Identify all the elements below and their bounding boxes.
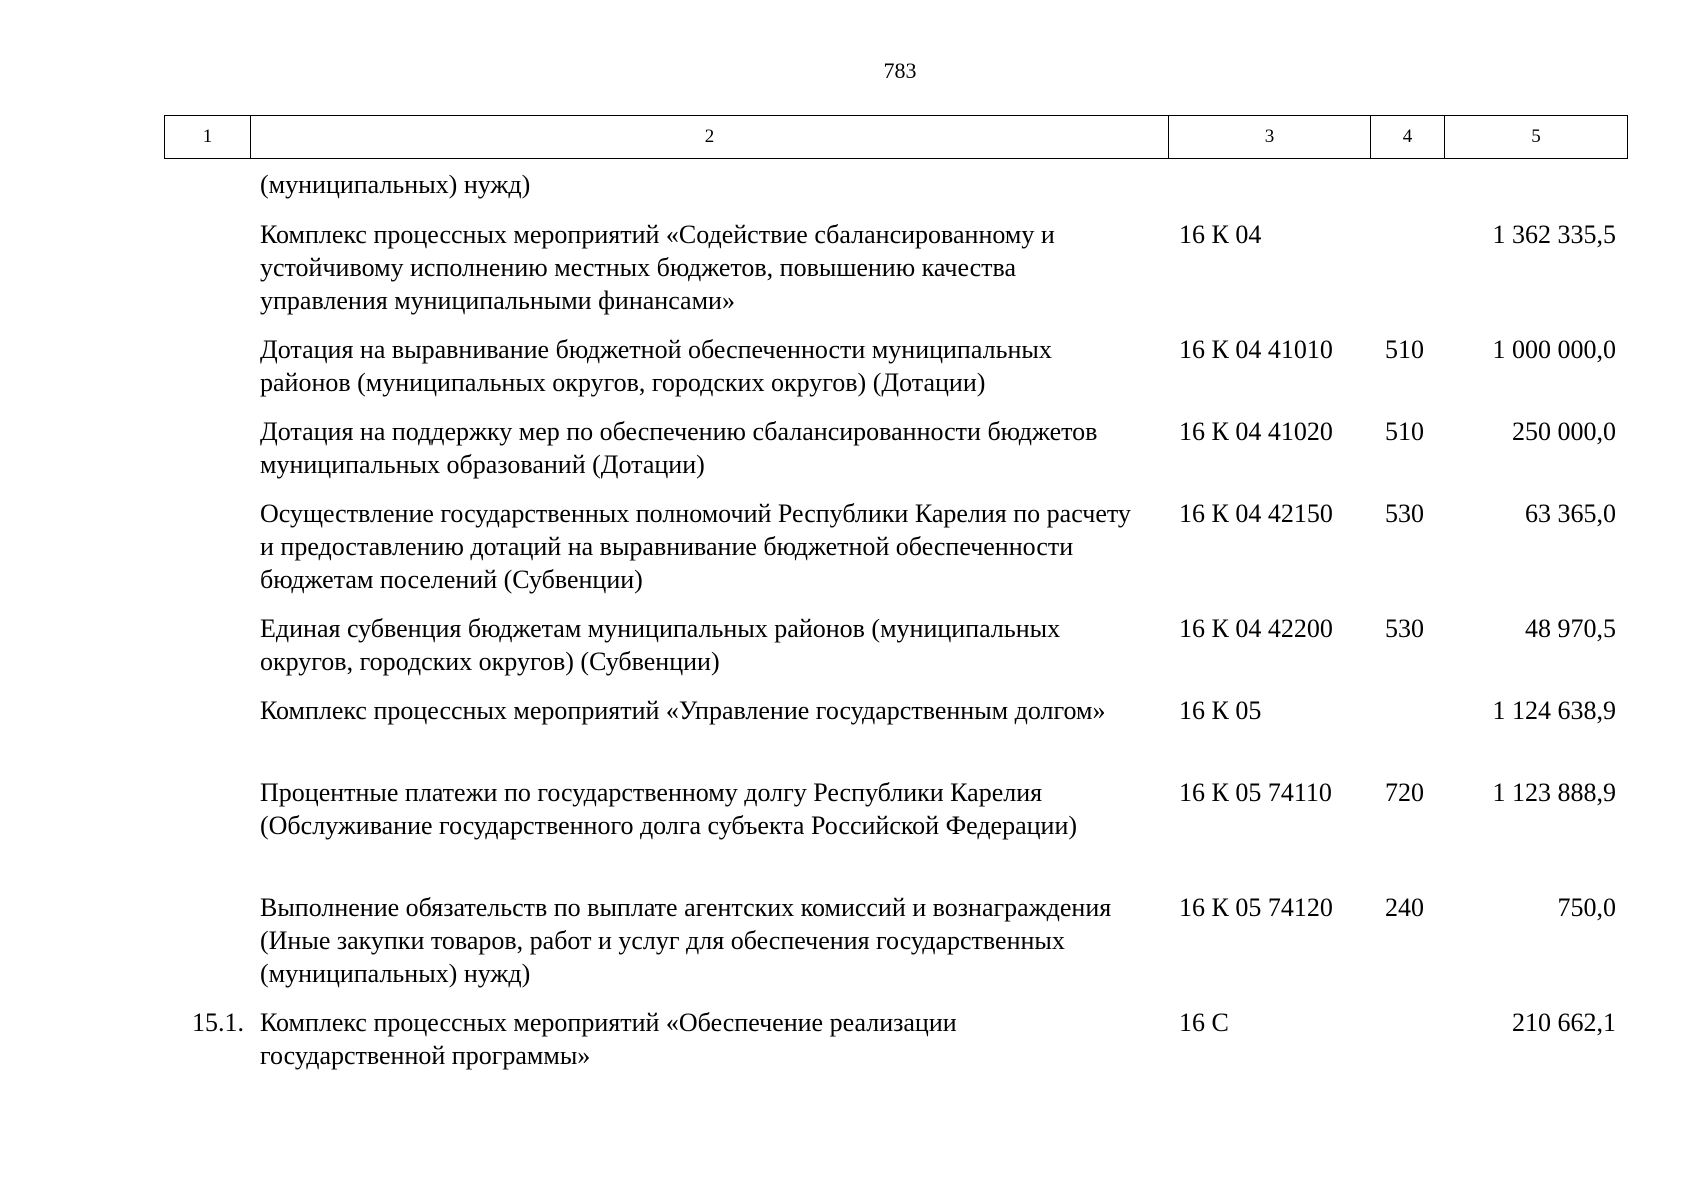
row-type: 530 bbox=[1385, 614, 1424, 643]
row-number bbox=[164, 168, 244, 201]
row-name: Дотация на поддержку мер по обеспечению сбалансированности бюджетов муниципальных образований (Дотации) bbox=[260, 417, 1098, 479]
row-code: 16 К 05 74120 bbox=[1179, 893, 1333, 922]
row-name: Дотация на выравнивание бюджетной обеспеченности муниципальных районов (муниципальных округов, городских округов) (Дотации) bbox=[260, 335, 1052, 397]
row-number bbox=[164, 694, 244, 727]
row-number bbox=[164, 891, 244, 924]
header-col-1: 1 bbox=[165, 116, 251, 159]
header-col-3: 3 bbox=[1169, 116, 1371, 159]
row-amount: 63 365,0 bbox=[1525, 499, 1616, 528]
page-number: 783 bbox=[883, 58, 917, 83]
row-amount: 1 123 888,9 bbox=[1492, 778, 1616, 807]
row-amount: 750,0 bbox=[1557, 893, 1616, 922]
row-code: 16 К 04 41020 bbox=[1179, 417, 1333, 446]
row-name: Комплекс процессных мероприятий «Обеспечение реализации государственной программы» bbox=[260, 1008, 957, 1070]
header-col-2: 2 bbox=[251, 116, 1169, 159]
row-name: Осуществление государственных полномочий Республики Карелия по расчету и предоставлению дотаций на выравнивание бюджетной обеспеченности бюджетам поселений (Субвенции) bbox=[260, 499, 1131, 594]
row-type: 240 bbox=[1385, 893, 1424, 922]
row-type: 530 bbox=[1385, 499, 1424, 528]
row-type: 510 bbox=[1385, 417, 1424, 446]
row-name: (муниципальных) нужд) bbox=[260, 170, 531, 199]
row-name: Выполнение обязательств по выплате агентских комиссий и вознаграждения (Иные закупки товаров, работ и услуг для обеспечения государственных (муниципальных) нужд) bbox=[260, 893, 1112, 988]
row-code: 16 С bbox=[1179, 1008, 1229, 1037]
row-name: Единая субвенция бюджетам муниципальных районов (муниципальных округов, городских округов) (Субвенции) bbox=[260, 614, 1061, 676]
row-number bbox=[164, 497, 244, 530]
header-col-5: 5 bbox=[1445, 116, 1628, 159]
row-amount: 1 362 335,5 bbox=[1492, 220, 1616, 249]
row-number bbox=[164, 218, 244, 251]
header-col-4: 4 bbox=[1371, 116, 1445, 159]
row-amount: 1 124 638,9 bbox=[1492, 696, 1616, 725]
row-number bbox=[164, 612, 244, 645]
row-name: Процентные платежи по государственному долгу Республики Карелия (Обслуживание государственного долга субъекта Российской Федерации) bbox=[260, 778, 1078, 840]
row-type: 720 bbox=[1385, 778, 1424, 807]
row-code: 16 К 04 42200 bbox=[1179, 614, 1333, 643]
row-name: Комплекс процессных мероприятий «Управление государственным долгом» bbox=[260, 696, 1106, 725]
row-number bbox=[164, 333, 244, 366]
row-amount: 1 000 000,0 bbox=[1492, 335, 1616, 364]
row-code: 16 К 04 41010 bbox=[1179, 335, 1333, 364]
row-number bbox=[164, 776, 244, 809]
row-name: Комплекс процессных мероприятий «Содействие сбалансированному и устойчивому исполнению местных бюджетов, повышению качества управления муниципальными финансами» bbox=[260, 220, 1055, 315]
row-amount: 210 662,1 bbox=[1512, 1008, 1616, 1037]
row-code: 16 К 04 bbox=[1179, 220, 1262, 249]
row-amount: 250 000,0 bbox=[1512, 417, 1616, 446]
row-code: 16 К 05 74110 bbox=[1179, 778, 1332, 807]
row-amount: 48 970,5 bbox=[1525, 614, 1616, 643]
row-code: 16 К 04 42150 bbox=[1179, 499, 1333, 528]
row-type: 510 bbox=[1385, 335, 1424, 364]
row-code: 16 К 05 bbox=[1179, 696, 1262, 725]
row-number bbox=[164, 415, 244, 448]
row-number: 15.1. bbox=[192, 1008, 244, 1037]
